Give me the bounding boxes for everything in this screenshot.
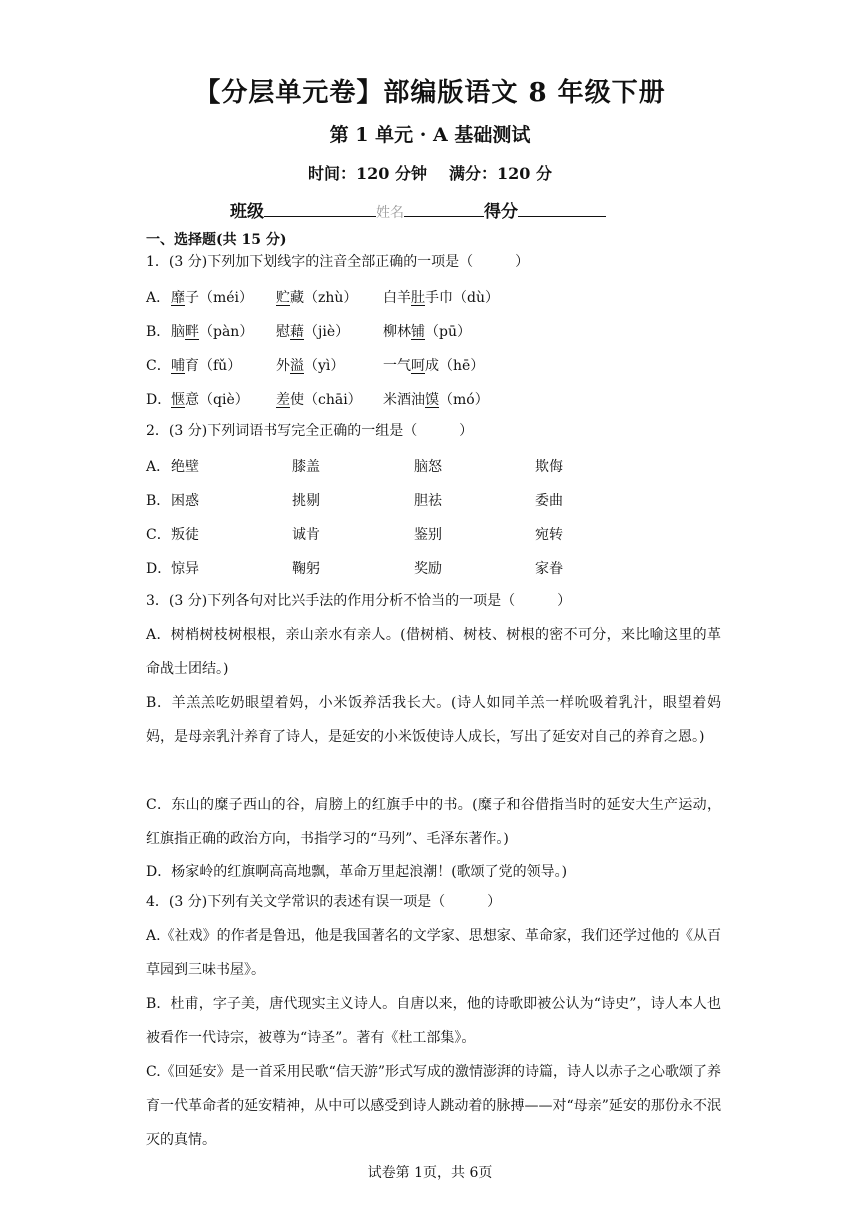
underlined-char: 馍 [425, 392, 439, 408]
question-3-stem: 3．(3 分)下列各句对比兴手法的作用分析不恰当的一项是（ ） [146, 593, 572, 609]
option-letter: D． [146, 392, 172, 408]
pinyin-item: 脑畔（pàn） [171, 324, 254, 340]
question-1-option [146, 287, 721, 309]
question-2-option [146, 490, 721, 512]
question-2-option [146, 456, 721, 478]
class-blank[interactable] [264, 202, 376, 217]
question-2-option [146, 524, 721, 546]
word-item: 欺侮 [535, 459, 563, 475]
word-item: 困惑 [171, 493, 199, 509]
underlined-char: 铺 [411, 324, 425, 340]
question-2-option [146, 558, 721, 580]
unit-subtitle: 第 1 单元 · A 基础测试 [329, 124, 531, 146]
word-item: 诚肯 [292, 527, 320, 543]
option-letter: B． [146, 324, 171, 340]
question-4-option-a: A.《社戏》的作者是鲁迅，他是我国著名的文学家、思想家、革命家，我们还学过他的《从百草园到三味书屋》。 [146, 928, 721, 978]
question-2-stem: 2．(3 分)下列词语书写完全正确的一组是（ ） [146, 423, 474, 439]
full-score: 满分：120 分 [449, 164, 552, 183]
question-3-option-c: C．东山的糜子西山的谷，肩膀上的红旗手中的书。(糜子和谷借指当时的延安大生产运动，红旗指正确的政治方向，书指学习的“马列”、毛泽东著作。) [146, 797, 721, 847]
section-title: 一、选择题(共 15 分) [146, 232, 287, 248]
option-letter: D． [146, 561, 172, 577]
option-letter: A． [146, 459, 171, 475]
option-letter: C． [146, 358, 171, 374]
pinyin-item: 米酒油馍（mó） [383, 392, 489, 408]
option-letter: A． [146, 290, 171, 306]
page-footer: 试卷第 1页，共 6页 [367, 1165, 493, 1181]
question-1-stem: 1．(3 分)下列加下划线字的注音全部正确的一项是（ ） [146, 254, 530, 270]
word-item: 鉴别 [414, 527, 442, 543]
underlined-char: 肚 [411, 290, 425, 306]
word-item: 脑怒 [414, 459, 442, 475]
pinyin-item: 白羊肚手巾（dù） [383, 290, 499, 306]
pinyin-item: 贮藏（zhù） [276, 290, 358, 306]
question-3-option-b: B．羊羔羔吃奶眼望着妈，小米饭养活我长大。(诗人如同羊羔一样吮吸着乳汁，眼望着妈妈，是母亲乳汁养育了诗人，是延安的小米饭使诗人成长，写出了延安对自己的养育之恩。) [146, 695, 721, 745]
pinyin-item: 差使（chāi） [276, 392, 362, 408]
word-item: 宛转 [535, 527, 563, 543]
option-letter: B． [146, 493, 171, 509]
time-limit: 时间：120 分钟 [308, 164, 427, 183]
name-label: 姓名 [376, 205, 404, 221]
question-3-option-a: A．树梢树枝树根根，亲山亲水有亲人。(借树梢、树枝、树根的密不可分，来比喻这里的革命战士团结。) [146, 627, 721, 677]
word-item: 家眷 [535, 561, 563, 577]
word-item: 惊异 [171, 561, 199, 577]
underlined-char: 哺 [171, 358, 185, 374]
word-item: 鞠躬 [292, 561, 320, 577]
underlined-char: 溢 [290, 358, 304, 374]
question-4-option-c: C.《回延安》是一首采用民歌“信天游”形式写成的激情澎湃的诗篇，诗人以赤子之心歌颂了养育一代革命者的延安精神，从中可以感受到诗人跳动着的脉搏——对“母亲”延安的那份永不泯灭的真情。 [146, 1064, 721, 1148]
word-item: 挑剔 [292, 493, 320, 509]
word-item: 绝壁 [171, 459, 199, 475]
question-3-option-d: D．杨家岭的红旗啊高高地飘，革命万里起浪潮！(歌颂了党的领导。) [146, 864, 568, 880]
underlined-char: 呵 [411, 358, 425, 374]
pinyin-item: 惬意（qiè） [171, 392, 249, 408]
question-1-option [146, 355, 721, 377]
grade-blank[interactable] [518, 202, 606, 217]
word-item: 膝盖 [292, 459, 320, 475]
underlined-char: 贮 [276, 290, 290, 306]
question-1-option [146, 321, 721, 343]
pinyin-item: 柳林铺（pū） [383, 324, 471, 340]
class-label: 班级 [230, 202, 264, 222]
exam-info [0, 161, 860, 184]
option-letter: C． [146, 527, 171, 543]
question-1-option [146, 389, 721, 411]
pinyin-item: 慰藉（jiè） [276, 324, 350, 340]
word-item: 叛徒 [171, 527, 199, 543]
underlined-char: 藉 [290, 324, 304, 340]
question-4-stem: 4．(3 分)下列有关文学常识的表述有误一项是（ ） [146, 894, 502, 910]
pinyin-item: 外溢（yì） [276, 358, 345, 374]
grade-label: 得分 [484, 202, 518, 222]
student-info-line [230, 197, 606, 222]
pinyin-item: 靡子（méi） [171, 290, 254, 306]
underlined-char: 差 [276, 392, 290, 408]
name-blank[interactable] [404, 202, 484, 217]
pinyin-item: 一气呵成（hē） [383, 358, 485, 374]
underlined-char: 惬 [171, 392, 185, 408]
word-item: 胆祛 [414, 493, 442, 509]
word-item: 奖励 [414, 561, 442, 577]
underlined-char: 靡 [171, 290, 185, 306]
underlined-char: 畔 [185, 324, 199, 340]
pinyin-item: 哺育（fǔ） [171, 358, 242, 374]
question-4-option-b: B．杜甫，字子美，唐代现实主义诗人。自唐以来，他的诗歌即被公认为“诗史”，诗人本人也被看作一代诗宗，被尊为“诗圣”。著有《杜工部集》。 [146, 996, 721, 1046]
document-title: 【分层单元卷】部编版语文 8 年级下册 [194, 78, 666, 108]
word-item: 委曲 [535, 493, 563, 509]
